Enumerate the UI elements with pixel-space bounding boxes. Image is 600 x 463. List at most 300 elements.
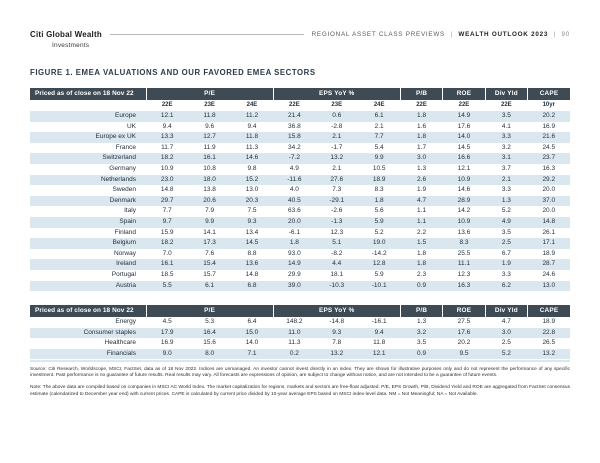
data-cell: 4.9 (501, 217, 511, 225)
data-cell: 1.3 (417, 164, 427, 172)
data-cell: 10.9 (457, 175, 471, 183)
data-cell: 12.1 (372, 349, 386, 357)
data-cell: 9.4 (247, 122, 257, 130)
data-cell: 11.8 (373, 339, 386, 347)
data-cell: 4.7 (417, 196, 427, 204)
data-cell: 13.3 (160, 133, 174, 141)
data-cell: 29.2 (542, 175, 556, 183)
data-cell: -29.1 (329, 196, 345, 204)
column-subheader: 24E (358, 100, 400, 111)
source-note: Source: Citi Research, Worldscope, MSCI, FactSet, data as of 18 Nov 2022. Indices are unmanaged. An investor cannot invest directly in an index. They are shown for illustrative purposes only and do not represent the performance of any specific investment. Past performance is no guarantee of future results. Real results may vary. All forecasts are expressions of opinion, are subject to change without notice, and are not intended to be a guarantee of future events. (30, 367, 570, 379)
data-cell: 3.5 (501, 112, 511, 119)
data-cell: 11.7 (161, 143, 174, 151)
brand-subtitle: Investments (52, 42, 90, 49)
data-cell: 3.2 (501, 143, 511, 151)
data-cell: 2.1 (332, 164, 342, 172)
data-cell: 5.2 (501, 349, 511, 357)
data-cell: 18.0 (203, 175, 216, 183)
data-cell: 10.9 (160, 164, 174, 172)
brand-logo (30, 30, 102, 50)
data-cell: 3.3 (501, 133, 511, 141)
column-group-p-b: P/B (400, 305, 442, 317)
row-label: Italy (124, 207, 136, 215)
column-subheader: 22E (273, 100, 315, 111)
data-cell: 16.6 (457, 154, 471, 162)
data-cell: 14.0 (245, 339, 259, 347)
data-cell: 1.7 (417, 143, 427, 151)
table-row (30, 132, 570, 143)
data-cell: 13.6 (457, 228, 471, 236)
data-cell: 1.1 (417, 217, 427, 225)
data-cell: 3.3 (501, 270, 511, 278)
data-cell: 29.9 (288, 270, 301, 278)
data-cell: 20.2 (457, 339, 471, 347)
data-cell: 1.8 (417, 249, 427, 257)
page-number: 90 (561, 31, 570, 38)
data-cell: 11.0 (288, 328, 301, 336)
data-cell: 3.0 (417, 154, 427, 162)
data-cell: -14.8 (329, 318, 345, 325)
table-row (30, 338, 570, 349)
data-cell: 13.8 (203, 186, 216, 194)
data-cell: 23.7 (542, 154, 556, 162)
data-cell: 19.0 (372, 239, 386, 247)
data-cell: 8.8 (247, 249, 257, 257)
data-cell: 29.7 (160, 196, 174, 204)
data-cell: 22.8 (542, 328, 556, 336)
data-cell: 2.6 (417, 175, 427, 183)
data-cell: 27.5 (457, 318, 471, 325)
row-label: Healthcare (104, 339, 136, 347)
data-cell: 15.4 (203, 260, 216, 268)
table-row (30, 206, 570, 217)
data-cell: 20.0 (542, 186, 556, 194)
data-cell: 7.7 (374, 133, 384, 141)
data-cell: 12.3 (457, 270, 471, 278)
data-cell: 4.5 (162, 318, 172, 325)
column-group-p-e: P/E (146, 88, 273, 100)
data-cell: 21.6 (542, 133, 556, 141)
column-subheader: 22E (400, 100, 442, 111)
data-cell: 14.1 (203, 228, 216, 236)
data-cell: 20.3 (245, 196, 259, 204)
data-cell: 13.4 (245, 228, 259, 236)
data-cell: 4.9 (289, 164, 299, 172)
table-row (30, 185, 570, 196)
separator: | (450, 31, 453, 38)
column-subheader: 22E (443, 100, 485, 111)
table-row (30, 164, 570, 175)
data-cell: 9.5 (459, 349, 469, 357)
data-cell: -14.2 (371, 249, 387, 257)
table-row (30, 238, 570, 249)
data-cell: 11.1 (457, 260, 471, 268)
data-cell: 18.2 (160, 154, 174, 162)
data-cell: 9.9 (374, 154, 384, 162)
data-cell: 5.6 (374, 207, 384, 215)
data-cell: 7.7 (162, 207, 172, 215)
data-cell: 8.0 (205, 349, 215, 357)
data-cell: 12.8 (372, 260, 386, 268)
data-cell: 11.8 (245, 133, 259, 141)
data-cell: 17.6 (457, 328, 471, 336)
data-cell: 18.1 (330, 270, 344, 278)
data-cell: 1.6 (417, 122, 427, 130)
table-row (30, 153, 570, 164)
data-cell: 7.9 (205, 207, 215, 215)
row-label: Belgium (112, 239, 136, 247)
separator: | (553, 31, 556, 38)
data-cell: 4.0 (289, 186, 299, 194)
data-cell: 2.2 (417, 228, 427, 236)
data-cell: 36.8 (288, 122, 301, 130)
table-row (30, 122, 570, 133)
data-cell: 18.9 (542, 318, 556, 325)
data-cell: 8.3 (374, 186, 384, 194)
data-cell: 18.2 (160, 239, 174, 247)
data-cell: 14.0 (457, 133, 471, 141)
data-cell: -6.1 (288, 228, 300, 236)
data-cell: 9.9 (205, 217, 215, 225)
column-subheader: 10yr (528, 100, 570, 111)
data-cell: 16.9 (542, 122, 556, 130)
data-cell: 15.7 (203, 270, 216, 278)
data-cell: 13.0 (542, 281, 556, 289)
table-subheader-row (30, 100, 570, 111)
data-cell: 0.9 (417, 281, 427, 289)
data-cell: -10.1 (371, 281, 387, 289)
row-label: UK (126, 122, 136, 130)
data-cell: 17.3 (203, 239, 216, 247)
data-cell: 5.9 (374, 217, 384, 225)
data-cell: 6.7 (501, 249, 511, 257)
data-cell: 4.4 (332, 260, 342, 268)
data-cell: 1.9 (417, 186, 427, 194)
data-cell: 7.6 (205, 249, 215, 257)
data-cell: 7.0 (162, 249, 172, 257)
data-cell: 39.0 (288, 281, 301, 289)
data-cell: 10.9 (457, 217, 471, 225)
data-cell: 5.1 (332, 239, 342, 247)
data-cell: 12.3 (330, 228, 344, 236)
data-cell: 17.9 (160, 328, 174, 336)
data-cell: 5.2 (501, 207, 511, 215)
column-group-roe: ROE (443, 305, 485, 317)
table-row (30, 228, 570, 239)
data-cell: 21.4 (288, 112, 301, 119)
table-header-row (30, 305, 570, 317)
data-cell: 9.7 (162, 217, 172, 225)
data-cell: 1.8 (417, 112, 427, 119)
data-cell: 5.2 (374, 228, 384, 236)
data-cell: 1.9 (501, 260, 511, 268)
table-row (30, 259, 570, 270)
data-cell: 14.5 (245, 239, 259, 247)
table-row (30, 317, 570, 328)
data-cell: 12.1 (457, 164, 471, 172)
column-subheader: 23E (188, 100, 230, 111)
data-cell: 1.1 (417, 207, 427, 215)
data-cell: -1.7 (331, 143, 343, 151)
country-valuations-table (30, 88, 570, 291)
column-subheader: 22E (146, 100, 188, 111)
data-cell: 7.8 (332, 339, 342, 347)
column-group-eps-yoy: EPS YoY % (273, 305, 400, 317)
data-cell: -1.3 (331, 217, 343, 225)
data-cell: 15.0 (245, 328, 259, 336)
column-group-roe: ROE (443, 88, 485, 100)
data-cell: -8.2 (331, 249, 343, 257)
row-label: Portugal (111, 270, 136, 278)
data-cell: 13.0 (245, 186, 259, 194)
data-cell: 3.3 (501, 186, 511, 194)
column-group-eps-yoy: EPS YoY % (273, 88, 400, 100)
data-cell: 15.6 (203, 339, 216, 347)
publication-title: WEALTH OUTLOOK 2023 (458, 31, 549, 38)
table-row (30, 349, 570, 360)
data-cell: 13.2 (542, 349, 556, 357)
data-cell: -7.2 (288, 154, 300, 162)
data-cell: 8.3 (459, 239, 469, 247)
data-cell: -11.6 (287, 175, 302, 183)
data-cell: 11.8 (203, 112, 216, 119)
row-label: Netherlands (100, 175, 136, 183)
data-cell: 9.6 (205, 122, 215, 130)
data-cell: 16.4 (203, 328, 216, 336)
data-cell: 27.6 (330, 175, 344, 183)
data-cell: 0.6 (332, 112, 342, 119)
data-cell: 11.3 (245, 143, 259, 151)
data-cell: 28.9 (457, 196, 471, 204)
data-cell: 1.8 (374, 196, 384, 204)
table-bottom-strip (30, 360, 570, 362)
data-cell: 1.3 (501, 196, 511, 204)
data-cell: 16.3 (457, 281, 471, 289)
data-cell: 16.1 (203, 154, 216, 162)
row-label: Germany (109, 164, 136, 172)
row-label: Switzerland (102, 154, 136, 162)
table-row (30, 111, 570, 122)
data-cell: 5.3 (205, 318, 215, 325)
data-cell: 1.8 (289, 239, 299, 247)
data-cell: 11.3 (288, 339, 301, 347)
page-header (30, 30, 570, 50)
data-cell: 37.0 (542, 196, 556, 204)
data-cell: 14.5 (457, 143, 471, 151)
table-body (30, 111, 570, 291)
data-cell: 2.3 (417, 270, 427, 278)
section-label: REGIONAL ASSET CLASS PREVIEWS (311, 31, 445, 38)
table-row (30, 217, 570, 228)
data-cell: -2.8 (331, 122, 343, 130)
data-cell: 26.1 (542, 228, 556, 236)
table-row (30, 249, 570, 260)
data-cell: 148.2 (286, 318, 303, 325)
data-cell: 14.6 (457, 186, 471, 194)
data-cell: 13.6 (245, 260, 259, 268)
data-cell: 9.8 (247, 164, 257, 172)
data-cell: 3.7 (501, 164, 511, 172)
column-group-cape: CAPE (528, 88, 570, 100)
table-row (30, 281, 570, 292)
data-cell: 18.9 (542, 249, 556, 257)
data-cell: 26.5 (542, 339, 556, 347)
data-cell: 15.9 (160, 228, 174, 236)
data-cell: 3.5 (501, 228, 511, 236)
data-cell: 9.0 (162, 349, 172, 357)
column-subheader: 23E (316, 100, 358, 111)
data-cell: 9.4 (162, 122, 172, 130)
table-row (30, 328, 570, 339)
table-corner-label: Priced as of close on 18 Nov 22 (30, 305, 146, 317)
data-cell: 0.9 (417, 349, 427, 357)
data-cell: 14.8 (160, 186, 174, 194)
table-row (30, 196, 570, 207)
footnotes (30, 367, 570, 404)
data-cell: 14.9 (288, 260, 301, 268)
row-label: Sweden (112, 186, 136, 194)
favored-sectors-table (30, 305, 570, 362)
header-divider-line (110, 34, 304, 35)
data-cell: -16.1 (371, 318, 387, 325)
data-cell: 1.3 (417, 318, 427, 325)
row-label: Denmark (109, 196, 136, 204)
row-label: France (115, 143, 136, 151)
data-cell: 7.1 (247, 349, 257, 357)
data-cell: 7.3 (332, 186, 342, 194)
column-group-p-b: P/B (400, 88, 442, 100)
table-row (30, 143, 570, 154)
data-cell: 2.5 (501, 339, 511, 347)
row-label: Ireland (116, 260, 136, 268)
data-cell: 17.1 (542, 239, 556, 247)
row-label: Europe ex UK (95, 133, 136, 141)
methodology-note: Note: The above data are compiled based on companies in MSCI AC World Index. The market capitalization for regions, markets and sectors are free-float adjusted. P/E, EPS Growth, P/B, Dividend Yield and ROE are aggregated from FactSet consensus estimate (calendarized to December year end) with current prices. CAPE is calculated by current price divided by 10-year average EPS based on MSCI index-level data. NM = Not Meaningful; NA = Not Available. (30, 385, 570, 397)
row-label: Spain (119, 217, 136, 225)
data-cell: 6.2 (501, 281, 511, 289)
data-cell: 20.2 (542, 112, 556, 119)
brand-name: Citi Global Wealth (30, 30, 102, 39)
data-cell: 16.9 (160, 339, 174, 347)
data-cell: 15.8 (288, 133, 301, 141)
data-cell: 15.2 (245, 175, 259, 183)
data-cell: 16.1 (160, 260, 174, 268)
row-label: Consumer staples (83, 328, 136, 336)
data-cell: 12.7 (203, 133, 216, 141)
table-header-row (30, 88, 570, 100)
data-cell: 14.9 (457, 112, 471, 119)
data-cell: 24.5 (542, 143, 556, 151)
header-meta (312, 30, 570, 39)
data-cell: 14.8 (245, 270, 259, 278)
data-cell: 18.9 (372, 175, 386, 183)
data-cell: 2.1 (374, 122, 384, 130)
data-cell: 2.1 (332, 133, 342, 141)
row-label: Austria (115, 281, 136, 289)
data-cell: 1.8 (417, 133, 427, 141)
row-label: Financials (106, 349, 136, 357)
data-cell: 13.2 (330, 154, 344, 162)
data-cell: 14.8 (542, 217, 556, 225)
data-cell: 1.8 (417, 260, 427, 268)
data-cell: 17.6 (457, 122, 471, 130)
data-cell: 20.0 (542, 207, 556, 215)
row-label: Energy (115, 318, 136, 325)
data-cell: 4.7 (501, 318, 511, 325)
data-cell: 13.2 (330, 349, 344, 357)
data-cell: 3.5 (417, 339, 427, 347)
table-corner-label: Priced as of close on 18 Nov 22 (30, 88, 146, 100)
data-cell: 24.6 (542, 270, 556, 278)
data-cell: 10.8 (203, 164, 216, 172)
figure-title: FIGURE 1. EMEA VALUATIONS AND OUR FAVORED EMEA SECTORS (30, 68, 316, 77)
data-cell: 6.1 (205, 281, 215, 289)
data-cell: 14.6 (245, 154, 259, 162)
data-cell: 3.0 (501, 328, 511, 336)
data-cell: 5.4 (374, 143, 384, 151)
column-group-p-e: P/E (146, 305, 273, 317)
column-group-cape: CAPE (528, 305, 570, 317)
data-cell: 93.0 (288, 249, 301, 257)
data-cell: 9.3 (332, 328, 342, 336)
data-cell: 20.6 (203, 196, 216, 204)
data-cell: 14.2 (457, 207, 471, 215)
data-cell: 23.0 (160, 175, 174, 183)
subheader-spacer (30, 100, 146, 111)
data-cell: -2.6 (331, 207, 343, 215)
column-subheader: 24E (231, 100, 273, 111)
data-cell: 28.7 (542, 260, 556, 268)
data-cell: 3.1 (501, 154, 511, 162)
data-cell: 5.9 (374, 270, 384, 278)
data-cell: -10.3 (329, 281, 345, 289)
data-cell: 1.5 (417, 239, 427, 247)
data-cell: 12.1 (160, 112, 174, 119)
data-cell: 9.4 (374, 328, 384, 336)
data-cell: 11.2 (245, 112, 259, 119)
data-cell: 10.5 (372, 164, 386, 172)
data-cell: 6.4 (247, 318, 257, 325)
data-cell: 7.5 (247, 207, 257, 215)
data-cell: 25.5 (457, 249, 471, 257)
data-cell: 40.5 (288, 196, 301, 204)
data-cell: 34.2 (288, 143, 301, 151)
data-cell: 5.5 (162, 281, 172, 289)
row-label: Finland (114, 228, 136, 236)
data-cell: 3.2 (417, 328, 427, 336)
table-row (30, 270, 570, 281)
data-cell: 9.3 (247, 217, 257, 225)
data-cell: 0.2 (289, 349, 299, 357)
data-cell: 11.9 (203, 143, 216, 151)
data-cell: 18.5 (160, 270, 174, 278)
row-label: Europe (115, 112, 136, 119)
data-cell: 63.6 (288, 207, 301, 215)
data-cell: 2.5 (501, 239, 511, 247)
data-cell: 2.1 (501, 175, 511, 183)
data-cell: 16.3 (542, 164, 556, 172)
data-cell: 6.8 (247, 281, 257, 289)
column-group-div-yld: Div Yld (485, 305, 527, 317)
row-label: Norway (113, 249, 136, 257)
data-cell: 4.1 (501, 122, 511, 130)
table-body (30, 317, 570, 359)
column-subheader: 22E (485, 100, 527, 111)
data-cell: 6.1 (374, 112, 384, 119)
data-cell: 20.0 (288, 217, 301, 225)
table-row (30, 175, 570, 186)
column-group-div-yld: Div Yld (485, 88, 527, 100)
